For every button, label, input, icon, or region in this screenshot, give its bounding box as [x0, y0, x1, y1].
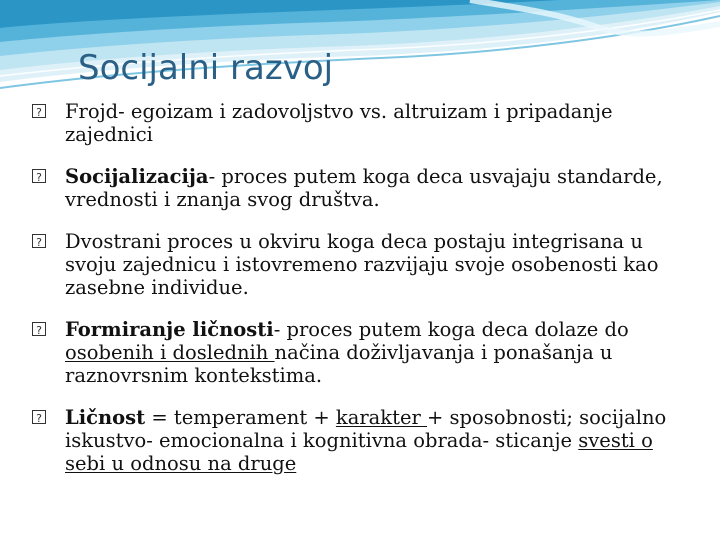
list-item	[30, 165, 690, 211]
underlined-phrase: karakter	[335, 406, 428, 429]
bullet-glyph-icon	[32, 169, 46, 183]
list-item	[30, 406, 690, 475]
bullet-term: Socijalizacija	[65, 165, 209, 188]
bullet-text: = temperament +	[145, 406, 336, 429]
bullet-term: Formiranje ličnosti	[65, 318, 274, 341]
bullet-text: - proces putem koga deca dolaze do	[273, 318, 629, 341]
list-item	[30, 230, 690, 299]
bullet-glyph-icon	[32, 410, 46, 424]
list-item	[30, 318, 690, 387]
underlined-phrase: svesti o sebi u odnosu na druge	[65, 429, 653, 475]
bullet-text: načina doživljavanja i ponašanja u raznovrsnim kontekstima.	[65, 341, 613, 387]
bullet-text: + sposobnosti; socijalno iskustvo- emocionalna i kognitivna obrada- sticanje	[65, 406, 667, 452]
underlined-phrase: osobenih i doslednih	[65, 341, 275, 364]
bullet-glyph-icon	[32, 234, 46, 248]
list-item	[30, 100, 690, 146]
bullet-text: - proces putem koga deca usvajaju standarde, vrednosti i znanja svog društva.	[65, 165, 663, 211]
bullet-term: Ličnost	[65, 406, 146, 429]
slide-title: Socijalni razvoj	[78, 48, 334, 88]
bullet-text: Frojd- egoizam i zadovoljstvo vs. altruizam i pripadanje zajednici	[65, 100, 613, 146]
bullet-glyph-icon	[32, 104, 46, 118]
bullet-list	[30, 100, 690, 494]
bullet-text: Dvostrani proces u okviru koga deca postaju integrisana u svoju zajednicu i istovremeno razvijaju svoje osobenosti kao zasebne individue.	[65, 230, 659, 299]
bullet-glyph-icon	[32, 322, 46, 336]
